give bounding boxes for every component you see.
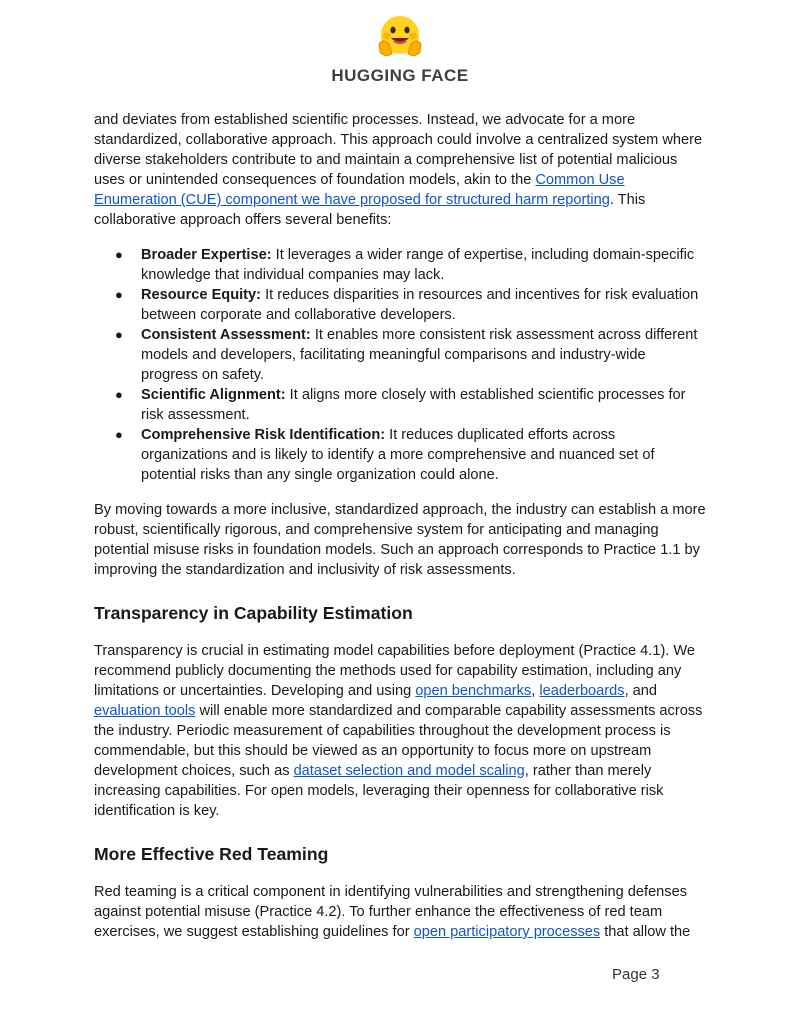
list-item xyxy=(115,325,706,385)
text-span: that allow the xyxy=(600,924,691,940)
red-teaming-paragraph xyxy=(94,882,706,942)
summary-paragraph: By moving towards a more inclusive, standardized approach, the industry can establish a more robust, scientifically rigorous, and comprehensive system for anticipating and managing potential misuse risks in foundation models. Such an approach corresponds to Practice 1.1 by improving the standardization and inclusivity of risk assessments. xyxy=(94,502,706,578)
bullet-icon: ● xyxy=(115,287,123,302)
bullet-icon: ● xyxy=(115,247,123,262)
hugging-face-emoji-icon xyxy=(376,14,424,60)
bullet-icon: ● xyxy=(115,387,123,402)
intro-paragraph xyxy=(94,110,706,230)
benefit-text: It leverages a wider range of expertise, including domain-specific knowledge that individual companies may lack. xyxy=(141,247,695,283)
brand-name: HUGGING FACE xyxy=(331,66,469,85)
benefit-term: Broader Expertise: xyxy=(141,247,272,263)
dataset-selection-link[interactable]: dataset selection and model scaling xyxy=(293,763,525,779)
page-header xyxy=(0,14,800,86)
bullet-icon: ● xyxy=(115,327,123,342)
benefit-text: It reduces duplicated efforts across organizations and is likely to identify a more comprehensive and nuanced set of potential risks than any single organization could alone. xyxy=(141,427,655,483)
text-span: and deviates from established scientific processes. Instead, we advocate for a more standardized, collaborative approach. This approach could involve a centralized system where diverse stakeholders contribute to and maintain a comprehensive list of potential malicious uses or unintended consequences of foundation models, akin to the xyxy=(94,112,703,188)
benefit-text: It aligns more closely with established scientific processes for risk assessment. xyxy=(141,387,686,423)
list-item xyxy=(115,245,706,285)
benefit-term: Resource Equity: xyxy=(141,287,262,303)
benefit-text: It reduces disparities in resources and incentives for risk evaluation between corporate and collaborative developers. xyxy=(141,287,699,323)
text-span: . This collaborative approach offers several benefits: xyxy=(94,192,646,228)
benefit-text: It enables more consistent risk assessment across different models and developers, facilitating meaningful comparisons and industry-wide progress on safety. xyxy=(141,327,698,383)
text-span: will enable more standardized and comparable capability assessments across the industry. Periodic measurement of capabilities throughout the development process is commendable, but this should be viewed as an opportunity to focus more on upstream development choices, such as xyxy=(94,703,703,779)
text-span: Red teaming is a critical component in identifying vulnerabilities and strengthening defenses against potential misuse (Practice 4.2). To further enhance the effectiveness of red team exercises, we suggest establishing guidelines for xyxy=(94,884,688,940)
section-heading-transparency: Transparency in Capability Estimation xyxy=(94,603,413,623)
list-item xyxy=(115,385,706,425)
transparency-paragraph xyxy=(94,641,706,821)
text-span: , xyxy=(531,683,540,699)
leaderboards-link[interactable]: leaderboards xyxy=(539,683,625,699)
section-heading-red-teaming: More Effective Red Teaming xyxy=(94,844,329,864)
benefits-list xyxy=(94,245,706,485)
text-span: Transparency is crucial in estimating model capabilities before deployment (Practice 4.1). We recommend publicly documenting the methods used for capability estimation, including any limitations or uncertainties. Developing and using xyxy=(94,643,696,699)
cue-link[interactable]: Common Use Enumeration (CUE) component we have proposed for structured harm reporting xyxy=(94,172,625,208)
list-item xyxy=(115,425,706,485)
page-number: Page 3 xyxy=(612,966,660,983)
evaluation-tools-link[interactable]: evaluation tools xyxy=(94,703,196,719)
text-span: , rather than merely increasing capabilities. For open models, leveraging their openness for collaborative risk identification is key. xyxy=(94,763,664,819)
list-item xyxy=(115,285,706,325)
benefit-term: Comprehensive Risk Identification: xyxy=(141,427,386,443)
text-span: , and xyxy=(624,683,658,699)
open-benchmarks-link[interactable]: open benchmarks xyxy=(415,683,532,699)
benefit-term: Scientific Alignment: xyxy=(141,387,286,403)
bullet-icon: ● xyxy=(115,427,123,442)
document-body xyxy=(94,110,706,957)
benefit-term: Consistent Assessment: xyxy=(141,327,311,343)
open-participatory-link[interactable]: open participatory processes xyxy=(413,924,601,940)
